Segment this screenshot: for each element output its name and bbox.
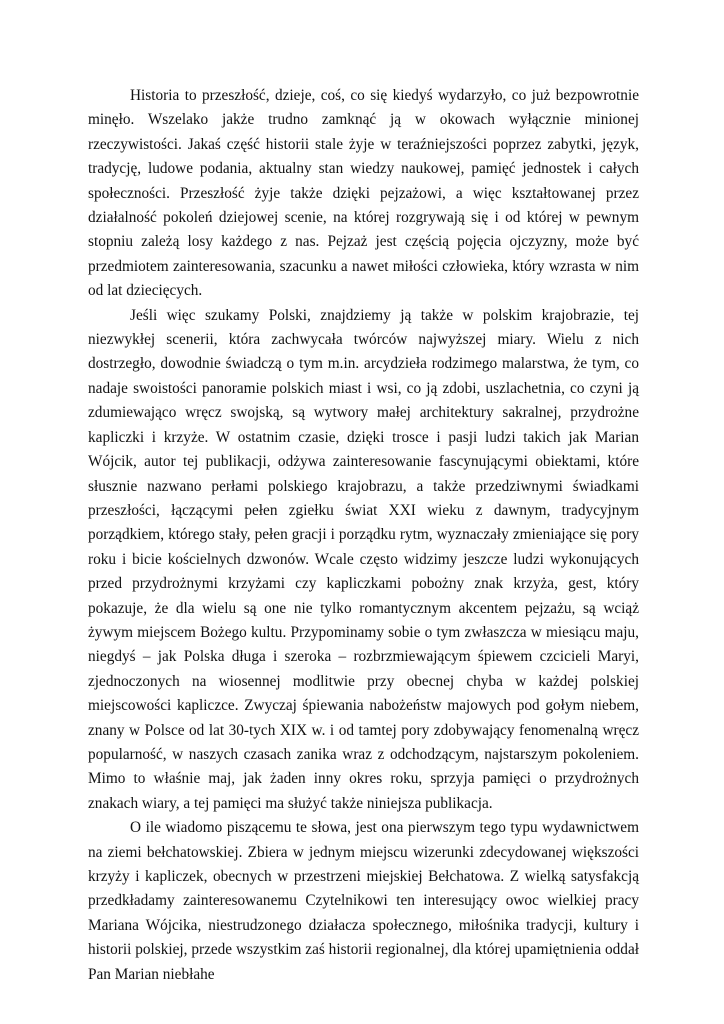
paragraph-publication: O ile wiadomo piszącemu te słowa, jest ona pierwszym tego typu wydawnictwem na ziemi bełchatowskiej. Zbiera w jednym miejscu wizerunki zdecydowanej większości krzyży i kapliczek, obecnych w przestrzeni miejskiej Bełchatowa. Z wielką satysfakcją przedkładamy zainteresowanemu Czytelnikowi ten interesujący owoc wielkiej pracy Mariana Wójcika, niestrudzonego działacza społecznego, miłośnika tradycji, kultury i historii polskiej, przede wszystkim zaś historii regionalnej, dla której upamiętnienia oddał Pan Marian niebłahe	[88, 819, 639, 983]
paragraph-history: Historia to przeszłość, dzieje, coś, co się kiedyś wydarzyło, co już bezpowrotnie minęło. Wszelako jakże trudno zamknąć ją w okowach wyłącznie minionej rzeczywistości. Jakaś część historii stale żyje w teraźniejszości poprzez zabytki, język, tradycję, ludowe podania, aktualny stan wiedzy naukowej, pamięć jednostek i całych społeczności. Przeszłość żyje także dzięki pejzażowi, a więc kształtowanej przez działalność pokoleń dziejowej scenie, na której rozgrywają się i od której w pewnym stopniu zależą losy każdego z nas. Pejzaż jest częścią pojęcia ojczyzny, może być przedmiotem zainteresowania, szacunku a nawet miłości człowieka, który wzrasta w nim od lat dziecięcych.	[88, 87, 639, 300]
paragraph-landscape: Jeśli więc szukamy Polski, znajdziemy ją także w polskim krajobrazie, tej niezwykłej scenerii, która zachwycała twórców najwyższej miary. Wielu z nich dostrzegło, dowodnie świadczą o tym m.in. arcydzieła rodzimego malarstwa, że tym, co nadaje swoistości panoramie polskich miast i wsi, co ją zdobi, uszlachetnia, co czyni ją zdumiewająco wręcz swojską, są wytwory małej architektury sakralnej, przydrożne kapliczki i krzyże. W ostatnim czasie, dzięki trosce i pasji ludzi takich jak Marian Wójcik, autor tej publikacji, odżywa zainteresowanie fascynującymi obiektami, które słusznie nazwano perłami polskiego krajobrazu, a także przedziwnymi świadkami przeszłości, łączącymi pełen zgiełku świat XXI wieku z dawnym, tradycyjnym porządkiem, którego stały, pełen gracji i porządku rytm, wyznaczały zmieniające się pory roku i bicie kościelnych dzwonów. Wcale często widzimy jeszcze ludzi wykonujących przed przydrożnymi krzyżami czy kapliczkami pobożny znak krzyża, gest, który pokazuje, że dla wielu są one nie tylko romantycznym akcentem pejzażu, są wciąż żywym miejscem Bożego kultu. Przypominamy sobie o tym zwłaszcza w miesiącu maju, niegdyś – jak Polska długa i szeroka – rozbrzmiewającym śpiewem czcicieli Maryi, zjednoczonych na wiosennej modlitwie przy obecnej chyba w każdej polskiej miejscowości kapliczce. Zwyczaj śpiewania nabożeństw majowych pod gołym niebem, znany w Polsce od lat 30-tych XIX w. i od tamtej pory zdobywający fenomenalną wręcz popularność, w naszych czasach zanika wraz z odchodzącym, najstarszym pokoleniem. Mimo to właśnie maj, jak żaden inny okres roku, sprzyja pamięci o przydrożnych znakach wiary, a tej pamięci ma służyć także niniejsza publikacja.	[88, 306, 639, 812]
document-page	[88, 84, 639, 987]
